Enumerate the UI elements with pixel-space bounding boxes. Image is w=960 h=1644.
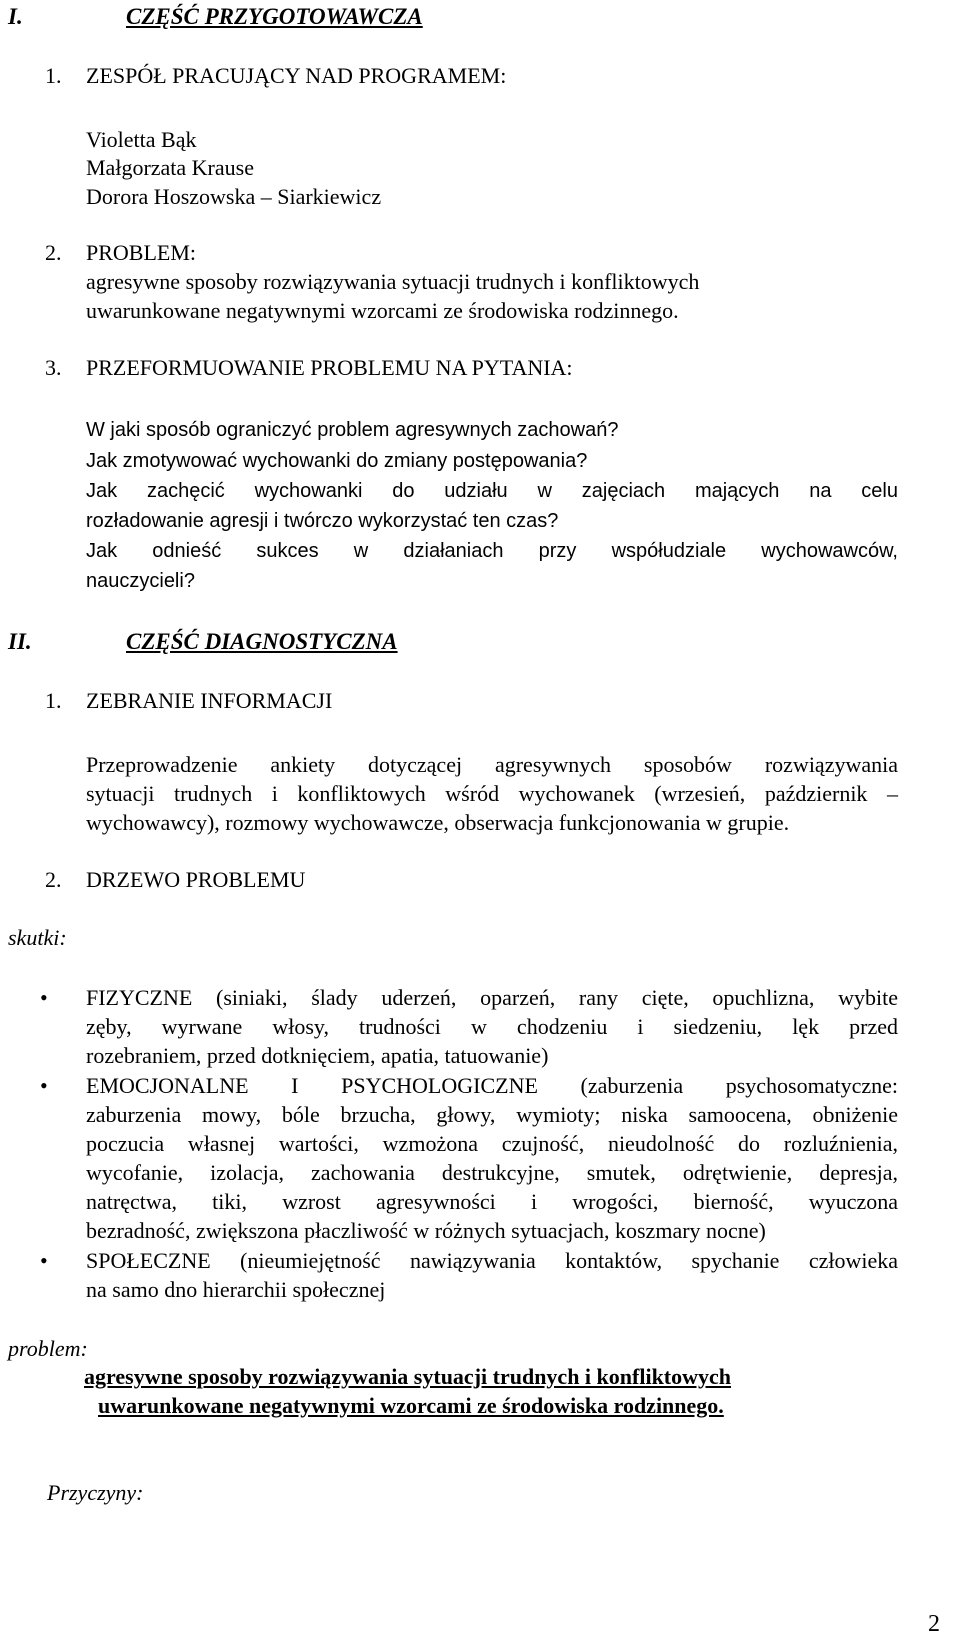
info-line: Przeprowadzenie ankiety dotyczącej agresywnych sposobów rozwiązywania xyxy=(86,752,898,777)
effect-line: EMOCJONALNE I PSYCHOLOGICZNE (zaburzenia psychosomatyczne: xyxy=(86,1073,898,1098)
section-1-title: ZESPÓŁ PRACUJĄCY NAD PROGRAMEM: xyxy=(86,63,507,88)
bullet-icon: • xyxy=(40,1248,48,1273)
team-member: Violetta Bąk xyxy=(86,127,197,152)
skutki-label: skutki: xyxy=(8,925,67,950)
page-number: 2 xyxy=(928,1611,940,1637)
problem-line: uwarunkowane negatywnymi wzorcami ze środowiska rodzinnego. xyxy=(86,298,679,323)
problem-line: agresywne sposoby rozwiązywania sytuacji trudnych i konfliktowych xyxy=(86,269,700,294)
section-2-1-title: ZEBRANIE INFORMACJI xyxy=(86,688,333,713)
effect-line: rozebraniem, przed dotknięciem, apatia, tatuowanie) xyxy=(86,1043,549,1068)
bullet-icon: • xyxy=(40,985,48,1010)
bullet-icon: • xyxy=(40,1073,48,1098)
team-member: Małgorzata Krause xyxy=(86,155,254,180)
info-line: wychowawcy), rozmowy wychowawcze, obserwacja funkcjonowania w grupie. xyxy=(86,810,790,835)
part-1-title-text: CZĘŚĆ PRZYGOTOWAWCZA xyxy=(126,4,423,29)
question-line: nauczycieli? xyxy=(86,570,195,592)
part-1-heading xyxy=(8,5,23,28)
effect-line: SPOŁECZNE (nieumiejętność nawiązywania kontaktów, spychanie człowieka xyxy=(86,1248,898,1273)
effect-line: natręctwa, tiki, wzrost agresywności i wrogości, bierność, wyuczona xyxy=(86,1189,898,1214)
effect-line: na samo dno hierarchii społecznej xyxy=(86,1277,386,1302)
part-2-title xyxy=(126,630,398,653)
question-line: Jak odnieść sukces w działaniach przy współudziale wychowawców, xyxy=(86,540,898,562)
effect-line: zęby, wyrwane włosy, trudności w chodzeniu i siedzeniu, lęk przed xyxy=(86,1014,898,1039)
question-line: rozładowanie agresji i twórczo wykorzystać ten czas? xyxy=(86,510,559,532)
part-2-title-text: CZĘŚĆ DIAGNOSTYCZNA xyxy=(126,629,398,654)
section-2-1-number: 1. xyxy=(45,688,62,713)
section-3-number: 3. xyxy=(45,355,62,380)
question-line: Jak zmotywować wychowanki do zmiany postępowania? xyxy=(86,450,588,472)
problem-statement-line: uwarunkowane negatywnymi wzorcami ze środowiska rodzinnego. xyxy=(98,1393,724,1418)
effect-line: wycofanie, izolacja, zachowania destrukcyjne, smutek, odrętwienie, depresja, xyxy=(86,1160,898,1185)
part-1-title xyxy=(126,5,423,28)
part-1-roman: I. xyxy=(8,4,23,29)
effect-line: FIZYCZNE (siniaki, ślady uderzeń, oparzeń, rany cięte, opuchlizna, wybite xyxy=(86,985,898,1010)
effect-line: poczucia własnej wartości, wzmożona czujność, nieudolność do rozluźnienia, xyxy=(86,1131,898,1156)
section-2-2-number: 2. xyxy=(45,867,62,892)
info-line: sytuacji trudnych i konfliktowych wśród wychowanek (wrzesień, październik – xyxy=(86,781,898,806)
section-1-number: 1. xyxy=(45,63,62,88)
question-line: W jaki sposób ograniczyć problem agresywnych zachowań? xyxy=(86,419,619,441)
effect-line: zaburzenia mowy, bóle brzucha, głowy, wymioty; niska samoocena, obniżenie xyxy=(86,1102,898,1127)
section-2-title: PROBLEM: xyxy=(86,240,197,265)
section-3-title: PRZEFORMUOWANIE PROBLEMU NA PYTANIA: xyxy=(86,355,573,380)
przyczyny-label: Przyczyny: xyxy=(47,1480,144,1505)
problem-label: problem: xyxy=(8,1336,88,1361)
problem-statement-line: agresywne sposoby rozwiązywania sytuacji trudnych i konfliktowych xyxy=(84,1364,732,1389)
section-2-2-title: DRZEWO PROBLEMU xyxy=(86,867,306,892)
question-line: Jak zachęcić wychowanki do udziału w zajęciach mających na celu xyxy=(86,480,898,502)
part-2-roman: II. xyxy=(8,629,32,654)
effect-line: bezradność, zwiększona płaczliwość w różnych sytuacjach, koszmary nocne) xyxy=(86,1218,766,1243)
team-member: Dorora Hoszowska – Siarkiewicz xyxy=(86,184,382,209)
section-2-number: 2. xyxy=(45,240,62,265)
